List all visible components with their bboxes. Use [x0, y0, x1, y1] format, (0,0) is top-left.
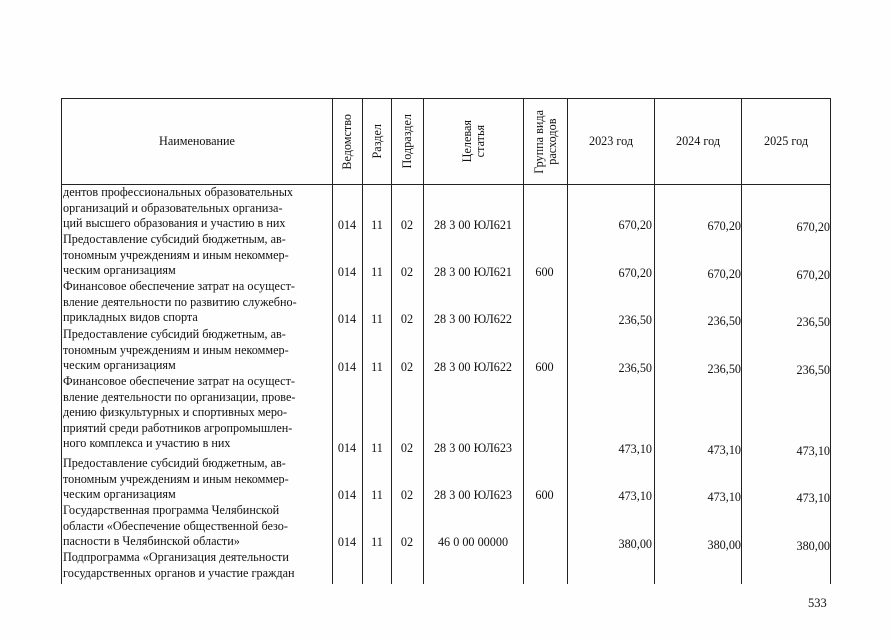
header-year-2025-label: 2025 год [763, 134, 809, 148]
name-line: Предоставление субсидий бюджетным, ав- [63, 232, 286, 246]
cell-amount-2024: 236,50 [707, 314, 741, 328]
header-year-2025 [742, 99, 830, 184]
cell-section: 11 [371, 488, 383, 502]
name-line: дению физкультурных и спортивных меро- [63, 405, 288, 420]
cell-amount-2025: 670,20 [796, 268, 830, 282]
cell-amount-2025: 380,00 [796, 539, 830, 553]
name-line: ческим организациям [63, 263, 176, 278]
table-row-name [63, 185, 331, 232]
header-target-line2: статья [472, 125, 487, 158]
cell-amount-2024: 473,10 [707, 490, 741, 504]
name-line: ного комплекса и участию в них [63, 436, 231, 451]
cell-amount-2023: 473,10 [618, 442, 652, 456]
cell-target-article: 28 3 00 ЮЛ621 [433, 265, 513, 279]
header-target-article-label [461, 120, 487, 162]
header-year-2024 [655, 99, 741, 184]
name-line: Финансовое обеспечение затрат на осущест- [63, 279, 295, 293]
cell-amount-2023: 670,20 [618, 266, 652, 280]
cell-subsection: 02 [400, 265, 414, 279]
header-year-2023 [568, 99, 654, 184]
cell-section: 11 [371, 441, 383, 455]
name-line: тономным учреждениям и иным некоммер- [63, 247, 289, 262]
cell-expense-group: 600 [535, 265, 554, 279]
cell-amount-2024: 670,20 [707, 219, 741, 233]
table-row-name [63, 232, 331, 279]
header-expense-group-label [533, 110, 559, 174]
cell-amount-2023: 236,50 [618, 361, 652, 375]
cell-section: 11 [371, 360, 383, 374]
header-name-label: Наименование [159, 134, 235, 148]
cell-section: 11 [371, 265, 383, 279]
cell-amount-2024: 473,10 [707, 443, 741, 457]
name-line: ций высшего образования и участию в них [63, 216, 286, 231]
cell-subsection: 02 [400, 535, 414, 549]
name-line: Предоставление субсидий бюджетным, ав- [63, 327, 286, 341]
cell-target-article: 46 0 00 00000 [437, 535, 509, 549]
cell-amount-2025: 473,10 [796, 444, 830, 458]
cell-amount-2025: 236,50 [796, 363, 830, 377]
name-line: вление деятельности по развитию служебно- [63, 294, 297, 309]
header-group-line1: Группа вида [531, 109, 546, 174]
header-expense-group [524, 99, 567, 184]
name-line: Финансовое обеспечение затрат на осущест- [63, 374, 295, 388]
cell-section: 11 [371, 312, 383, 326]
cell-target-article: 28 3 00 ЮЛ622 [433, 312, 513, 326]
cell-department: 014 [337, 312, 357, 326]
header-department-label: Ведомство [340, 113, 355, 170]
header-department [333, 99, 362, 184]
cell-amount-2023: 380,00 [618, 537, 652, 551]
header-name [62, 99, 332, 184]
cell-department: 014 [337, 535, 357, 549]
header-target-article [424, 99, 523, 184]
cell-section: 11 [371, 218, 383, 232]
name-line: тономным учреждениям и иным некоммер- [63, 342, 289, 357]
header-group-line2: расходов [544, 118, 559, 165]
name-line: организаций и образовательных организа- [63, 200, 283, 215]
header-subsection-label: Подраздел [400, 114, 415, 169]
header-section [363, 99, 391, 184]
cell-target-article: 28 3 00 ЮЛ623 [433, 488, 513, 502]
cell-target-article: 28 3 00 ЮЛ621 [433, 218, 513, 232]
table-row-name [63, 374, 331, 452]
cell-amount-2023: 473,10 [618, 489, 652, 503]
name-line: приятий среди работников агропромышлен- [63, 420, 293, 435]
cell-amount-2025: 670,20 [796, 220, 830, 234]
cell-expense-group: 600 [535, 488, 554, 502]
cell-amount-2023: 236,50 [618, 313, 652, 327]
cell-amount-2024: 670,20 [707, 267, 741, 281]
cell-amount-2025: 473,10 [796, 491, 830, 505]
cell-subsection: 02 [400, 488, 414, 502]
table-row-name [63, 550, 331, 581]
header-subsection [392, 99, 423, 184]
name-line: области «Обеспечение общественной безо- [63, 518, 288, 533]
column-divider [830, 98, 831, 584]
cell-department: 014 [337, 360, 357, 374]
cell-department: 014 [337, 488, 357, 502]
name-line: дентов профессиональных образовательных [63, 185, 293, 199]
header-year-2023-label: 2023 год [588, 134, 634, 148]
cell-subsection: 02 [400, 218, 414, 232]
cell-amount-2024: 380,00 [707, 538, 741, 552]
header-target-line1: Целевая [459, 120, 474, 163]
cell-target-article: 28 3 00 ЮЛ622 [433, 360, 513, 374]
cell-department: 014 [337, 265, 357, 279]
name-line: тономным учреждениям и иным некоммер- [63, 471, 289, 486]
table-row-name [63, 327, 331, 374]
name-line: Подпрограмма «Организация деятельности [63, 550, 289, 564]
cell-amount-2025: 236,50 [796, 315, 830, 329]
header-year-2024-label: 2024 год [675, 134, 721, 148]
name-line: прикладных видов спорта [63, 310, 198, 325]
name-line: ческим организациям [63, 358, 176, 373]
page-number: 533 [808, 596, 827, 610]
table-row-name [63, 279, 331, 326]
cell-amount-2024: 236,50 [707, 362, 741, 376]
cell-subsection: 02 [400, 312, 414, 326]
name-line: Предоставление субсидий бюджетным, ав- [63, 456, 286, 470]
cell-department: 014 [337, 218, 357, 232]
table-row-name [63, 503, 331, 550]
name-line: ческим организациям [63, 487, 176, 502]
name-line: пасности в Челябинской области» [63, 534, 240, 549]
cell-amount-2023: 670,20 [618, 218, 652, 232]
name-line: Государственная программа Челябинской [63, 503, 280, 517]
name-line: государственных органов и участие граждан [63, 565, 295, 580]
cell-subsection: 02 [400, 441, 414, 455]
cell-target-article: 28 3 00 ЮЛ623 [433, 441, 513, 455]
cell-expense-group: 600 [535, 360, 554, 374]
name-line: вление деятельности по организации, прове- [63, 389, 296, 404]
cell-section: 11 [371, 535, 383, 549]
header-section-label: Раздел [369, 124, 384, 159]
cell-department: 014 [337, 441, 357, 455]
cell-subsection: 02 [400, 360, 414, 374]
table-row-name [63, 456, 331, 503]
